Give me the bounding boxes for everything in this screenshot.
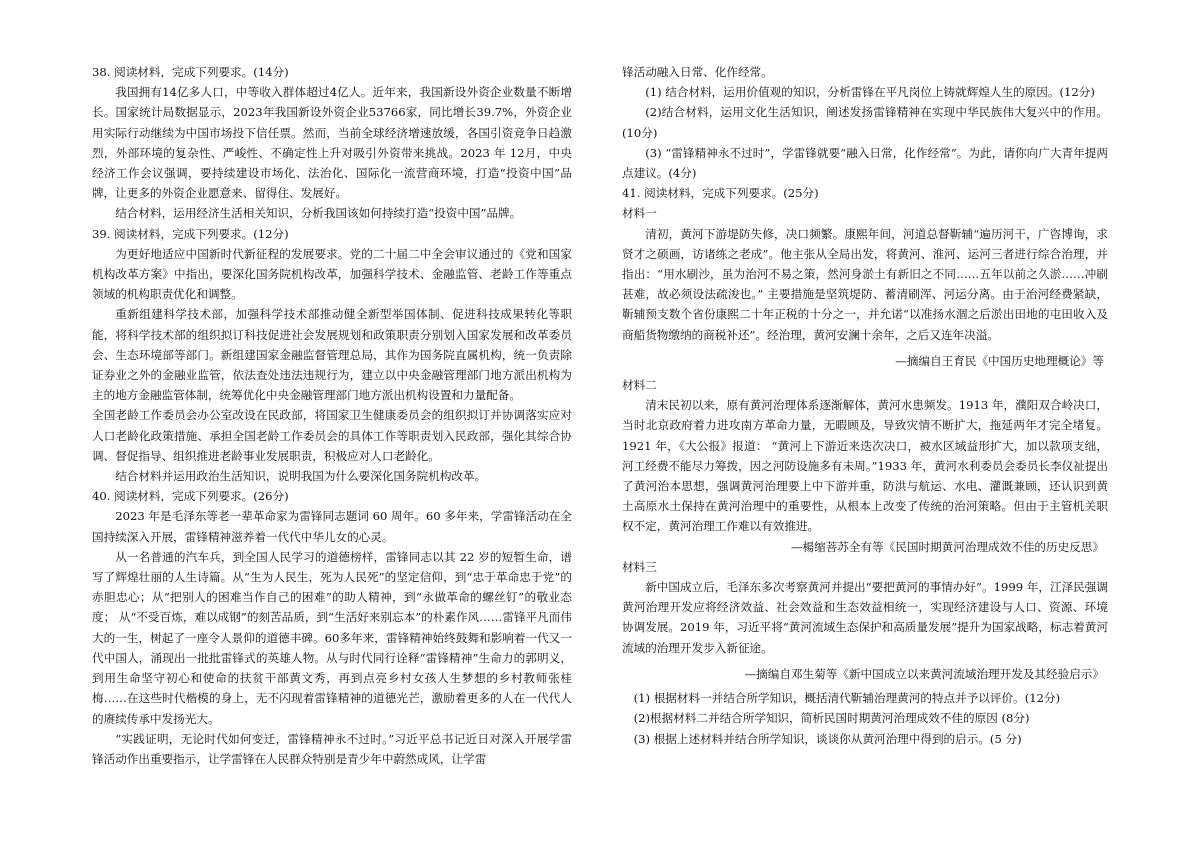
left-column	[92, 62, 572, 769]
q39-paragraph-3: 全国老龄工作委员会办公室改设在民政部，将国家卫生健康委员会的组织拟订并协调落实应对人口老龄化政策措施、承担全国老龄工作委员会的具体工作等职责划入民政部，强化其综合协调、督促指导、组织推进老龄事业发展职责，积极应对人口老龄化。	[92, 408, 572, 463]
material-1-source: —摘编自王育民《中国历史地理概论》等	[895, 353, 1104, 368]
q41-sub-question-1: (1) 根据材料一并结合所学知识，概括清代靳辅治理黄河的特点并予以评价。(12分)	[633, 691, 1061, 706]
q40-paragraph-3: “实践证明，无论时代如何变迁，雷锋精神永不过时。”习近平总书记近日对深入开展学雷锋活动作出重要指示，让学雷锋在人民群众特别是青少年中蔚然成风，让学雷	[92, 731, 572, 766]
q40-sub-question-1: (1) 结合材料，运用价值观的知识，分析雷锋在平凡岗位上铸就辉煌人生的原因。(12分)	[645, 85, 1095, 100]
q40-continuation: 锋活动融入日常、化作经常。	[622, 65, 773, 79]
q39-paragraph-1: 为更好地适应中国新时代新征程的发展要求。党的二十届二中全会审议通过的《党和国家机构改革方案》中指出，要深化国务院机构改革，加强科学技术、金融监管、老龄工作等重点领域的机构职责优化和调整。	[92, 246, 572, 302]
material-1-text: 清初，黄河下游堤防失修，决口频繁。康熙年间，河道总督靳辅“遍历河干，广咨博询，求贤才之硕画，访诸练之老成”。他主张从全局出发，将黄河、淮河、运河三者进行综合治理，并指出：“用水刷沙，虽为治河不易之策，然河身淤土有新旧之不同……五年以前之久淤……冲刷甚难，故必须设法疏浚也。” 主要措施是坚筑堤防、蓄清刷浑、河运分离。由于治河经费紧缺，靳辅预支数个省份康熙二十年正税的十分之一，并允诺“以准扬水涸之后淤出田地的屯田收入及商船货物缴纳的商税补还”。经治理，黄河安澜十余年，之后又连年决溢。	[622, 226, 1108, 342]
q40-title: 40. 阅读材料，完成下列要求。(26分)	[92, 489, 289, 504]
material-2-label: 材料二	[622, 378, 657, 393]
material-2-text: 清末民初以来，原有黄河治理体系逐渐解体，黄河水患频发。1913 年，濮阳双合岭决口，当时北京政府着力进攻南方革命力量，无暇顾及，导致灾情不断扩大，拖延两年才完全堵复。1921 年，《大公报》报道： “黄河上下游近来迭次决口，被水区域益形扩大，加以款项支绌，河工经费不能尽力筹拨，因之河防设施多有未周。”1933 年，黄河水利委员会委员长李仪祉提出了黄河治本思想，强调黄河治理要上中下游并重，防洪与航运、水电、灌溉兼顾，还认识到黄土高原水土保持在黄河治理中的重要性，从根本上改变了传统的治河策略。但由于主管机关职权不定，黄河治理工作难以有效推进。	[622, 398, 1108, 534]
q41-title: 41. 阅读材料，完成下列要求。(25分)	[622, 186, 819, 201]
q38-material: 我国拥有14亿多人口，中等收入群体超过4亿人。近年来，我国新设外资企业数量不断增长。国家统计局数据显示，2023年我国新设外资企业53766家，同比增长39.7%，外资企业用实际行动继续为中国市场投下信任票。然而，当前全球经济增速放缓，各国引资竞争日趋激烈，外部环境的复杂性、严峻性、不确定性上升对吸引外资带来挑战。2023 年 12月，中央经济工作会议强调，要持续建设市场化、法治化、国际化一流营商环境，打造“投资中国”品牌，让更多的外资企业愿意来、留得住、发展好。	[92, 85, 572, 201]
q39-paragraph-2: 重新组建科学技术部，加强科学技术部推动健全新型举国体制、促进科技成果转化等职能，将科学技术部的组织拟订科技促进社会发展规划和政策职责分别划入国家发展和改革委员会、生态环境部等部门。新组建国家金融监督管理总局，其作为国务院直属机构，统一负责除证券业之外的金融业监管，依法查处违法违规行为，建立以中央金融管理部门地方派出机构为主的地方金融监管体制，统筹优化中央金融管理部门地方派出机构设置和力量配备。	[92, 307, 572, 403]
q41-sub-question-3: (3) 根据上述材料并结合所学知识，谈谈你从黄河治理中得到的启示。(5 分)	[633, 731, 1022, 746]
q41-sub-question-2: (2)根据材料二并结合所学知识，简析民国时期黄河治理成效不佳的原因 (8分)	[633, 711, 1030, 726]
q40-sub-question-3: (3) “雷锋精神永不过时”，学雷锋就要“融入日常，化作经常”。为此，请你向广大青年提两点建议。(4分)	[622, 145, 1108, 181]
material-3-text: 新中国成立后，毛泽东多次考察黄河并提出“要把黄河的事情办好”。1999 年，江泽民强调黄河治理开发应将经济效益、社会效益和生态效益相统一，实现经济建设与人口、资源、环境协调发展。2019 年，习近平将“黄河流域生态保护和高质量发展”提升为国家战略，标志着黄河流域的治理开发步入新征途。	[622, 580, 1108, 655]
q40-sub-question-2: (2)结合材料，运用文化生活知识，阐述发扬雷锋精神在实现中华民族伟大复兴中的作用。(10分)	[622, 105, 1108, 140]
q39-question: 结合材料并运用政治生活知识，说明我国为什么要深化国务院机构改革。	[115, 469, 487, 484]
q40-paragraph-1: 2023 年是毛泽东等老一辈革命家为雷锋同志题词 60 周年。60 多年来，学雷锋活动在全国持续深入开展，雷锋精神滋养着一代代中华儿女的心灵。	[92, 509, 572, 544]
q38-title: 38. 阅读材料，完成下列要求。(14分)	[92, 65, 289, 79]
right-column	[622, 62, 1108, 749]
q38-question: 结合材料，运用经济生活相关知识，分析我国该如何持续打造“投资中国”品牌。	[115, 206, 522, 221]
q40-paragraph-2: 从一名普通的汽车兵，到全国人民学习的道德榜样，雷锋同志以其 22 岁的短暂生命，谱写了辉煌壮丽的人生诗篇。从“生为人民生，死为人民死”的坚定信仰，到“忠于革命忠于党”的赤胆忠心；从“把别人的困难当作自己的困难”的助人精神，到“永做革命的螺丝钉”的敬业态度； 从“不受百炼，难以成钢”的刻苦品质，到“生活好来别忘本”的朴素作风……雷锋平凡而伟大的一生，树起了一座令人景仰的道德丰碑。60多年来，雷锋精神始终鼓舞和影响着一代又一代中国人，涌现出一批批雷锋式的英雄人物。从与时代同行诠释“雷锋精神”生命力的郭明义，到用生命坚守初心和使命的扶贫干部黄文秀，再到点亮乡村女孩人生梦想的乡村教师张桂梅……在这些时代楷模的身上，无不闪现着雷锋精神的道德光芒，激励着更多的人在一代代人的赓续传承中发扬光大。	[92, 549, 572, 726]
material-1-label: 材料一	[622, 206, 657, 221]
material-3-source: —摘编自邓生菊等《新中国成立以来黄河流域治理开发及其经验启示》	[744, 666, 1104, 681]
material-2-source: —楊缩菩苏全有等《民国时期黄河治理成效不佳的历史反思》	[790, 539, 1104, 554]
q39-title: 39. 阅读材料，完成下列要求。(12分)	[92, 226, 289, 241]
material-3-label: 材料三	[622, 559, 657, 574]
